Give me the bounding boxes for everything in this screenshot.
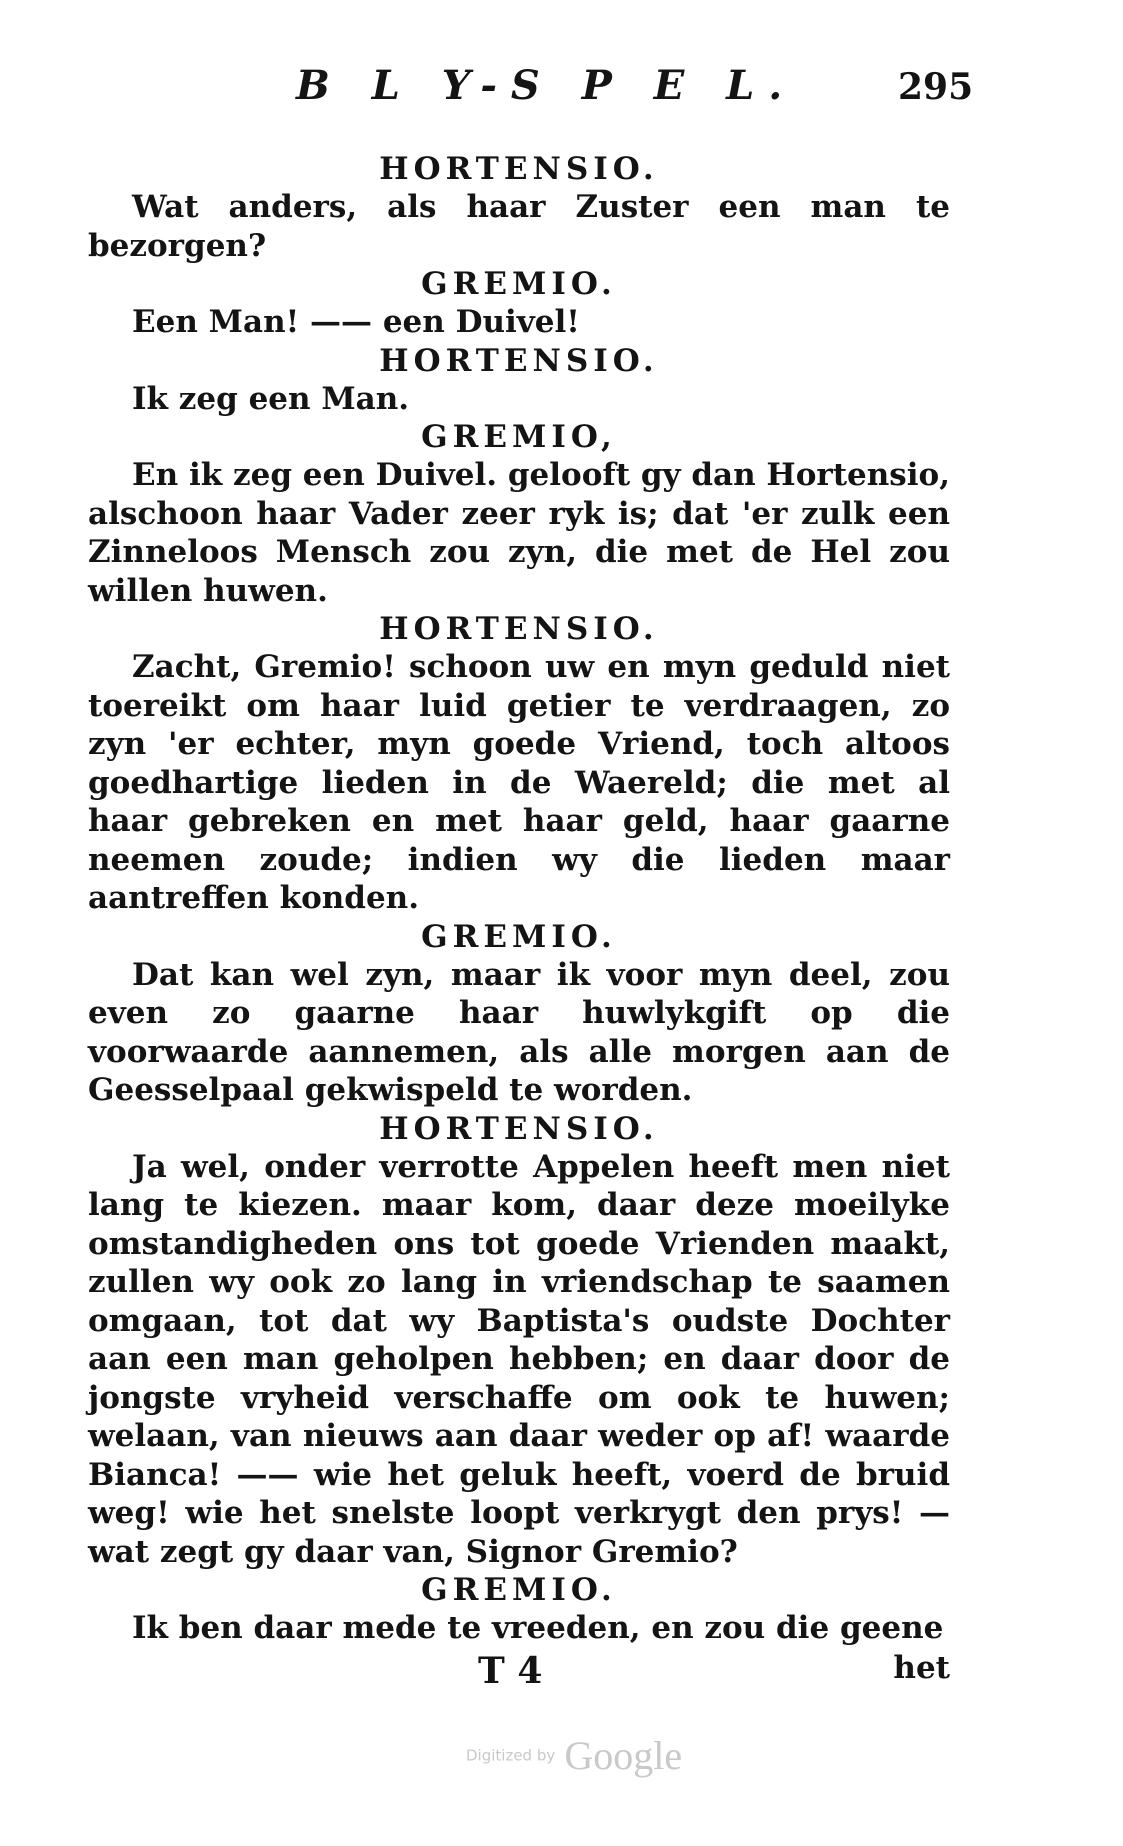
watermark-prefix: Digitized by (466, 1746, 556, 1765)
speaker-name: HORTENSIO. (379, 611, 659, 647)
page-footer (88, 1650, 950, 1696)
page-header (0, 62, 1123, 118)
speech-text: Zacht, Gremio! schoon uw en myn geduld niet toereikt om haar luid getier te verdraagen, zo zyn 'er echter, myn goede Vriend, toch altoos goedhartige lieden in de Waereld; die met al haar gebreken en met haar geld, haar gaarne neemen zoude; indien wy die lieden maar aantreffen konden. (88, 649, 950, 916)
google-logo: Google (564, 1733, 683, 1778)
page-number: 295 (898, 66, 974, 108)
speaker-name: HORTENSIO. (379, 342, 659, 379)
speaker-name: HORTENSIO. (379, 1110, 659, 1147)
speaker-name: GREMIO. (421, 918, 617, 955)
play-text (88, 150, 950, 1648)
signature-mark: T 4 (478, 1650, 543, 1692)
catchword: het (893, 1650, 950, 1686)
speech-text: Ja wel, onder verrotte Appelen heeft men niet lang te kiezen. maar kom, daar deze moeilyke omstandigheden ons tot goede Vrienden maakt, zullen wy ook zo lang in vriendschap te saamen omgaan, tot dat wy Baptista's oudste Dochter aan een man geholpen hebben; en daar door de jongste vryheid verschaffe om ook te huwen; welaan, van nieuws aan daar weder op af! waarde Bianca! —— wie het geluk heeft, voerd de bruid weg! wie het snelste loopt verkrygt den prys! — wat zegt gy daar van, Signor Gremio? (88, 1148, 950, 1570)
speaker-name: GREMIO. (421, 266, 617, 302)
running-title: B L Y-S P E L. (296, 62, 797, 109)
speaker-name: HORTENSIO. (379, 151, 659, 187)
speech-text: Ik ben daar mede te vreeden, en zou die geene (132, 1610, 944, 1646)
speaker-name: GREMIO, (421, 419, 617, 455)
speech-text: En ik zeg een Duivel. gelooft gy dan Hortensio, alschoon haar Vader zeer ryk is; dat 'er zulk een Zinneloos Mensch zou zyn, die met de Hel zou willen huwen. (88, 457, 951, 609)
speech-text: Wat anders, als haar Zuster een man te bezorgen? (88, 189, 950, 264)
speaker-name: GREMIO. (421, 1572, 617, 1608)
speech-text: Dat kan wel zyn, maar ik voor myn deel, zou even zo gaarne haar huwlykgift op die voorwaarde aannemen, als alle morgen aan de Geesselpaal gekwispeld te worden. (88, 956, 950, 1108)
speech-text: Ik zeg een Man. (132, 380, 410, 417)
speech-text: Een Man! —— een Duivel! (132, 304, 580, 340)
digitized-watermark (466, 1732, 682, 1780)
